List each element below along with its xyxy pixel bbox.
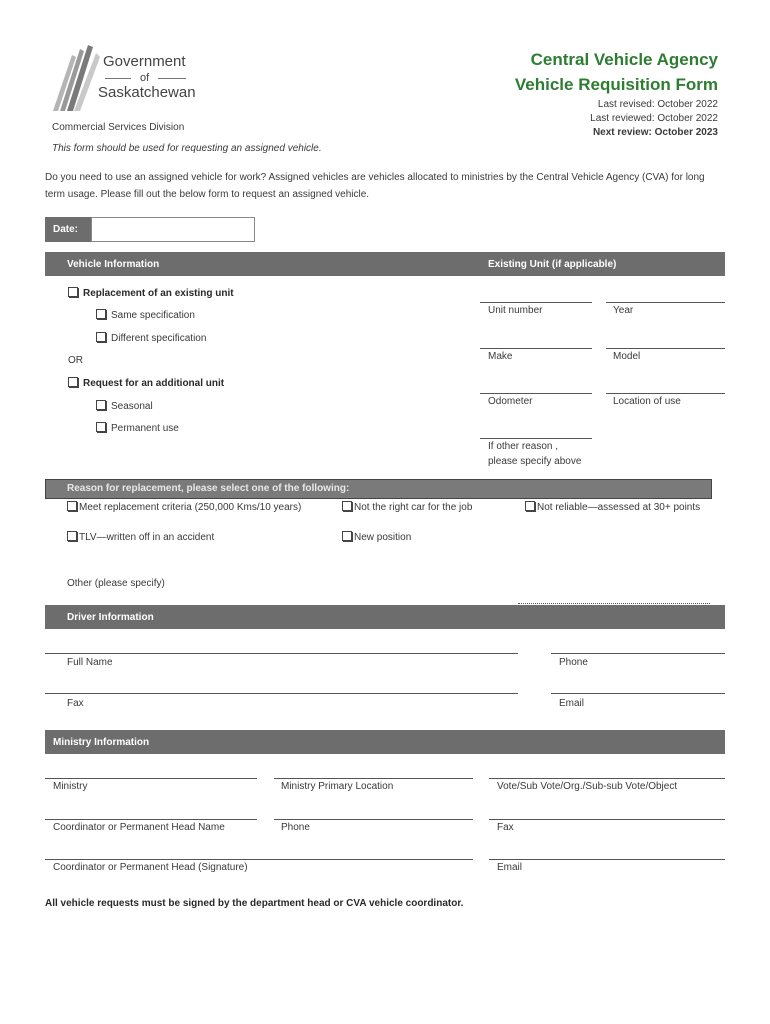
date-input[interactable]	[91, 217, 255, 242]
logo-line-of: of	[103, 72, 191, 84]
driver-fax-label: Fax	[67, 698, 84, 709]
date-label: Date:	[53, 224, 79, 235]
last-reviewed: Last reviewed: October 2022	[590, 113, 718, 124]
sask-logo	[50, 45, 200, 115]
agency-title: Central Vehicle Agency	[530, 50, 718, 69]
date-label-cell	[45, 217, 91, 242]
reason-not-reliable-checkbox[interactable]	[525, 501, 535, 511]
other-reason-label-1: If other reason ,	[488, 441, 559, 452]
permanent-option[interactable]: Permanent use	[96, 422, 179, 434]
reason-not-reliable-option[interactable]: Not reliable—assessed at 30+ points	[525, 501, 700, 513]
signature-requirement-note: All vehicle requests must be signed by the department head or CVA vehicle coordinator.	[45, 898, 464, 909]
intro-line-2: term usage. Please fill out the below form to request an assigned vehicle.	[45, 189, 370, 200]
reason-new-position-checkbox[interactable]	[342, 531, 352, 541]
coordinator-signature-label: Coordinator or Permanent Head (Signature)	[53, 862, 248, 873]
reason-not-right-checkbox[interactable]	[342, 501, 352, 511]
next-review: Next review: October 2023	[592, 127, 718, 138]
ministry-fax-field[interactable]	[489, 819, 725, 820]
vehicle-info-header	[45, 252, 725, 276]
ministry-email-field[interactable]	[489, 859, 725, 860]
permanent-checkbox[interactable]	[96, 422, 106, 432]
division-name: Commercial Services Division	[52, 122, 185, 133]
full-name-label: Full Name	[67, 657, 113, 668]
primary-location-field[interactable]	[274, 778, 473, 779]
location-field[interactable]	[606, 393, 725, 394]
ministry-phone-label: Phone	[281, 822, 310, 833]
reason-new-position-option[interactable]: New position	[342, 531, 411, 543]
additional-unit-checkbox[interactable]	[68, 377, 78, 387]
coordinator-signature-field[interactable]	[45, 859, 473, 860]
reason-not-right-option[interactable]: Not the right car for the job	[342, 501, 472, 513]
year-field[interactable]	[606, 302, 725, 303]
unit-number-label: Unit number	[488, 305, 543, 316]
ministry-phone-field[interactable]	[274, 819, 473, 820]
other-reason-field[interactable]	[480, 438, 592, 439]
location-label: Location of use	[613, 396, 681, 407]
reason-tlv-checkbox[interactable]	[67, 531, 77, 541]
coordinator-name-field[interactable]	[45, 819, 257, 820]
seasonal-option[interactable]: Seasonal	[96, 400, 153, 412]
replacement-option[interactable]: Replacement of an existing unit	[68, 287, 234, 299]
reason-tlv-option[interactable]: TLV—written off in an accident	[67, 531, 214, 543]
additional-unit-option[interactable]: Request for an additional unit	[68, 377, 224, 389]
model-field[interactable]	[606, 348, 725, 349]
reason-other-field[interactable]	[518, 603, 710, 604]
odometer-field[interactable]	[480, 393, 592, 394]
vote-label: Vote/Sub Vote/Org./Sub-sub Vote/Object	[497, 781, 678, 792]
ministry-field[interactable]	[45, 778, 257, 779]
reason-title: Reason for replacement, please select one of the following:	[67, 483, 350, 494]
same-spec-option[interactable]: Same specification	[96, 309, 195, 321]
make-field[interactable]	[480, 348, 592, 349]
coordinator-name-label: Coordinator or Permanent Head Name	[53, 822, 225, 833]
driver-phone-field[interactable]	[551, 653, 725, 654]
driver-phone-label: Phone	[559, 657, 588, 668]
full-name-field[interactable]	[45, 653, 518, 654]
ministry-fax-label: Fax	[497, 822, 514, 833]
form-title: Vehicle Requisition Form	[514, 75, 718, 94]
seasonal-checkbox[interactable]	[96, 400, 106, 410]
form-usage-note: This form should be used for requesting an assigned vehicle.	[52, 143, 322, 154]
year-label: Year	[613, 305, 634, 316]
unit-number-field[interactable]	[480, 302, 592, 303]
logo-line-government: Government	[103, 53, 186, 70]
driver-email-label: Email	[559, 698, 585, 709]
driver-info-title: Driver Information	[67, 612, 154, 623]
reason-criteria-checkbox[interactable]	[67, 501, 77, 511]
make-label: Make	[488, 351, 513, 362]
intro-line-1: Do you need to use an assigned vehicle for work? Assigned vehicles are vehicles allocated to ministries by the Central Vehicle Agency (CVA) for long	[45, 172, 705, 183]
different-spec-option[interactable]: Different specification	[96, 332, 206, 344]
logo-line-saskatchewan: Saskatchewan	[98, 84, 196, 101]
odometer-label: Odometer	[488, 396, 533, 407]
different-spec-checkbox[interactable]	[96, 332, 106, 342]
other-reason-label-2: please specify above	[488, 456, 582, 467]
reason-header	[45, 479, 712, 499]
driver-fax-field[interactable]	[45, 693, 518, 694]
sask-logo-mark-icon	[50, 45, 102, 113]
vote-field[interactable]	[489, 778, 725, 779]
or-label: OR	[68, 355, 83, 366]
ministry-info-header	[45, 730, 725, 754]
driver-info-header	[45, 605, 725, 629]
ministry-email-label: Email	[497, 862, 523, 873]
ministry-label: Ministry	[53, 781, 88, 792]
last-revised: Last revised: October 2022	[597, 99, 718, 110]
driver-email-field[interactable]	[551, 693, 725, 694]
same-spec-checkbox[interactable]	[96, 309, 106, 319]
primary-location-label: Ministry Primary Location	[281, 781, 394, 792]
model-label: Model	[613, 351, 641, 362]
ministry-info-title: Ministry Information	[53, 737, 150, 748]
replacement-checkbox[interactable]	[68, 287, 78, 297]
existing-unit-title: Existing Unit (if applicable)	[488, 259, 617, 270]
reason-criteria-option[interactable]: Meet replacement criteria (250,000 Kms/10 years)	[67, 501, 301, 513]
reason-other-label: Other (please specify)	[67, 578, 165, 589]
vehicle-info-title: Vehicle Information	[67, 259, 160, 270]
